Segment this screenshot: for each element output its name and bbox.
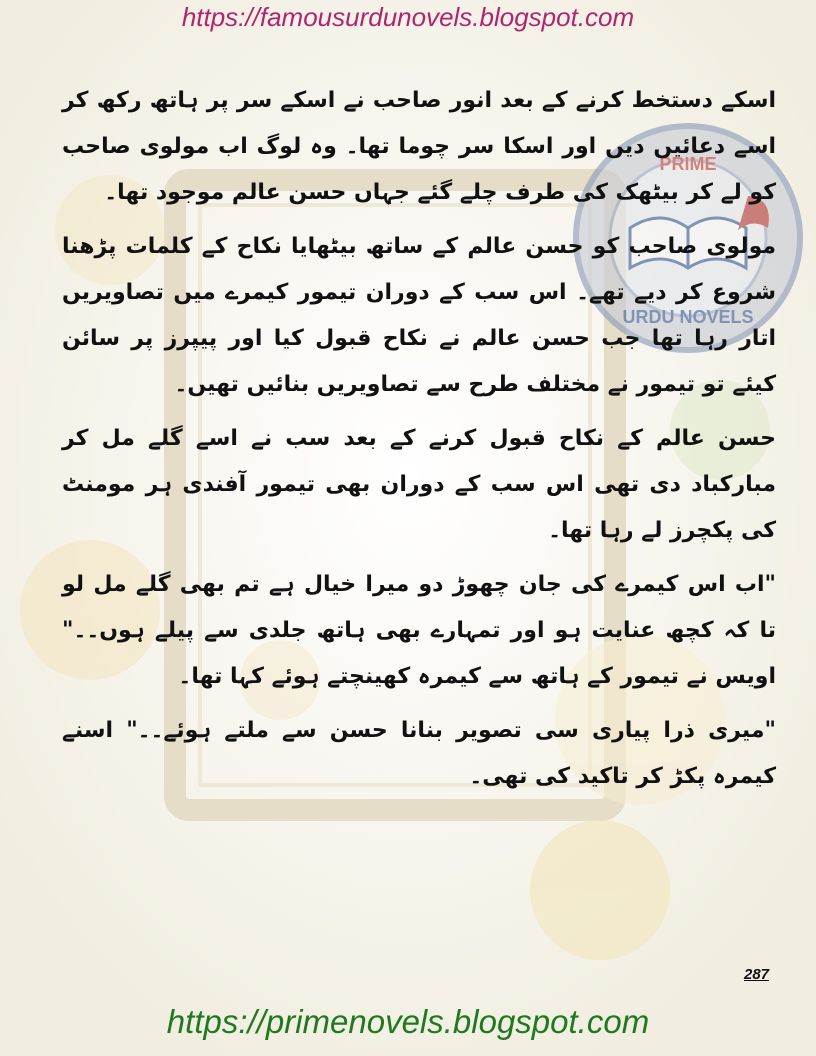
paragraph-3: حسن عالم کے نکاح قبول کرنے کے بعد سب نے اسے گلے مل کر مبارکباد دی تھی اس سب کے دوران بھی تیمور آفندی ہر مومنٹ کی پکچرز لے رہا تھا۔ bbox=[62, 426, 776, 543]
svg-text:PRIME: PRIME bbox=[659, 154, 717, 174]
novel-text bbox=[62, 78, 776, 808]
header-url[interactable]: https://famousurdunovels.blogspot.com bbox=[181, 2, 635, 32]
footer-url[interactable]: https://primenovels.blogspot.com bbox=[166, 1003, 650, 1040]
paragraph-4: "اب اس کیمرے کی جان چھوڑ دو میرا خیال ہے تم بھی گلے مل لو تا کہ کچھ عنایت ہو اور تمہارے بھی ہاتھ جلدی سے پیلے ہوں۔۔" اویس نے تیمور کے ہاتھ سے کیمرہ کھینچتے ہوئے کہا تھا۔ bbox=[62, 572, 776, 689]
paragraph-2: مولوی صاحب کو حسن عالم کے ساتھ بیٹھایا نکاح کے کلمات پڑھنا شروع کر دیے تھے۔ اس سب کے دوران تیمور کیمرے میں تصاویریں اتار رہا تھا جب حسن عالم نے نکاح قبول کیا اور پیپرز پر سائن کیئے تو تیمور نے مختلف طرح سے تصاویریں بنائیں تھیں۔ bbox=[62, 234, 776, 397]
paragraph-5: "میری ذرا پیاری سی تصویر بنانا حسن سے ملتے ہوئے۔۔" اسنے کیمرہ پکڑ کر تاکید کی تھی۔ bbox=[62, 718, 776, 789]
page-number: 287 bbox=[744, 966, 770, 983]
svg-text:URDU NOVELS: URDU NOVELS bbox=[622, 307, 754, 327]
paragraph-1: اسکے دستخط کرنے کے بعد انور صاحب نے اسکے سر پر ہاتھ رکھ کر اسے دعائیں دیں اور اسکا سر چوما تھا۔ وہ لوگ اب مولوی صاحب کو لے کر بیٹھک کی طرف چلے گئے جہاں حسن عالم موجود تھا۔ bbox=[62, 88, 776, 205]
